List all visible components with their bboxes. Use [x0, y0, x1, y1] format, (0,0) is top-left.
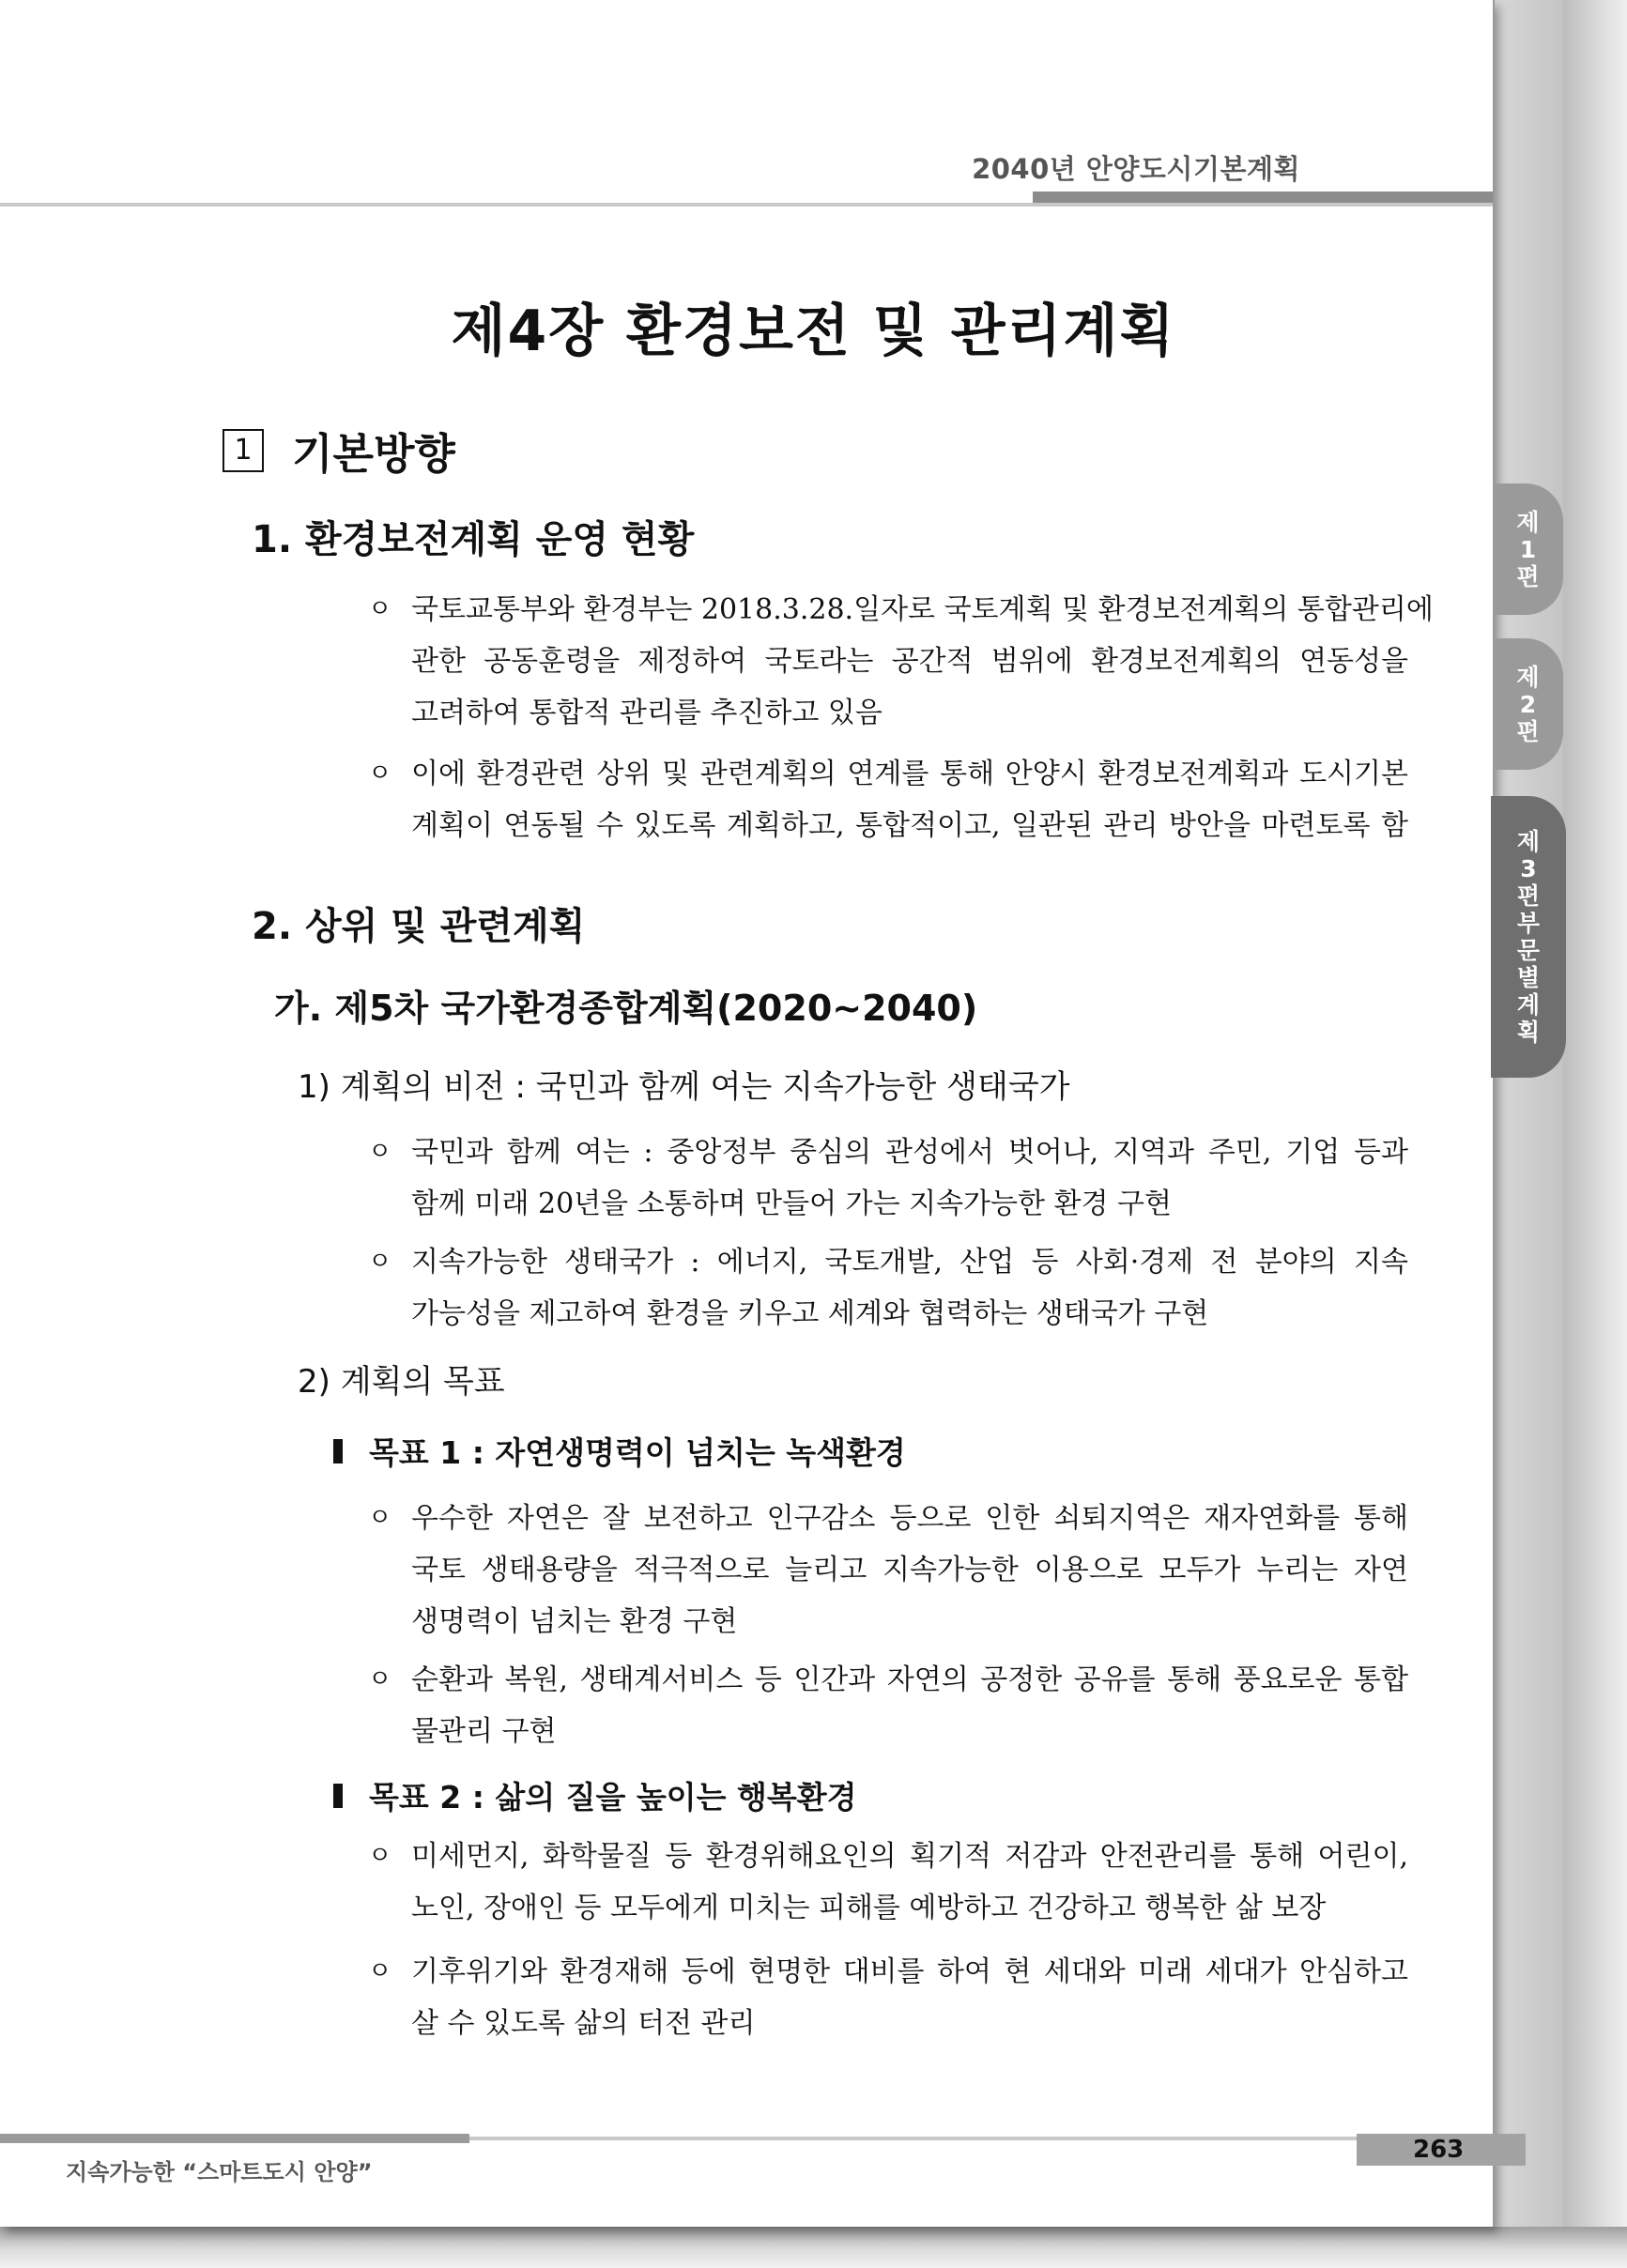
sub-item-heading: 1) 계획의 비전 : 국민과 함께 여는 지속가능한 생태국가 — [298, 1068, 1070, 1106]
chapter-title: 제4장 환경보전 및 관리계획 — [451, 299, 1176, 364]
sub-item-heading: 2) 계획의 목표 — [298, 1363, 505, 1401]
bullet-mark: ㅇ — [368, 595, 392, 623]
footer-rule-accent — [0, 2134, 469, 2143]
bullet-mark: ㅇ — [368, 1665, 392, 1693]
section-number-box: 1 — [223, 429, 264, 472]
bullet-mark: ㅇ — [368, 1957, 392, 1985]
goal-heading: 목표 1 : 자연생명력이 넘치는 녹색환경 — [333, 1429, 906, 1473]
section-title: 기본방향 — [292, 429, 455, 479]
goal-marker-icon — [333, 1784, 343, 1808]
bullet-paragraph: ㅇ 국토교통부와 환경부는 2018.3.28.일자로 국토계획 및 환경보전계획의 통합관리에 관한 공동훈령을 제정하여 국토라는 공간적 범위에 환경보전계획의 연동성을 고려하여 통합적 관리를 추진하고 있음 — [368, 584, 1408, 739]
bullet-paragraph: ㅇ 지속가능한 생태국가 : 에너지, 국토개발, 산업 등 사회·경제 전 분야의 지속 가능성을 제고하여 환경을 키우고 세계와 협력하는 생태국가 구현 — [368, 1236, 1408, 1340]
subsection-heading: 1. 환경보전계획 운영 현황 — [252, 518, 695, 561]
bullet-paragraph: ㅇ 국민과 함께 여는 : 중앙정부 중심의 관성에서 벗어나, 지역과 주민, 기업 등과 함께 미래 20년을 소통하며 만들어 가는 지속가능한 환경 구현 — [368, 1126, 1408, 1230]
page-number: 263 — [1413, 2136, 1465, 2164]
section-heading — [223, 420, 455, 481]
bullet-paragraph: ㅇ 미세먼지, 화학물질 등 환경위해요인의 획기적 저감과 안전관리를 통해 어린이, 노인, 장애인 등 모두에게 미치는 피해를 예방하고 건강하고 행복한 삶 보장 — [368, 1831, 1408, 1934]
running-header: 2040년 안양도시기본계획 — [972, 153, 1300, 185]
bullet-paragraph: ㅇ 우수한 자연은 잘 보전하고 인구감소 등으로 인한 쇠퇴지역은 재자연화를 통해 국토 생태용량을 적극적으로 늘리고 지속가능한 이용으로 모두가 누리는 자연 생명력이 넘치는 환경 구현 — [368, 1493, 1408, 1647]
subsection-heading: 2. 상위 및 관련계획 — [252, 905, 586, 948]
goal-heading: 목표 2 : 삶의 질을 높이는 행복환경 — [333, 1773, 857, 1817]
header-rule-accent — [1033, 192, 1493, 203]
bullet-mark: ㅇ — [368, 1842, 392, 1870]
tab-part-3[interactable]: 제 3 편 부 문 별 계 획 — [1491, 796, 1566, 1078]
page-stack-bottom — [0, 2227, 1627, 2268]
bullet-paragraph: ㅇ 기후위기와 환경재해 등에 현명한 대비를 하여 현 세대와 미래 세대가 안심하고 살 수 있도록 삶의 터전 관리 — [368, 1946, 1408, 2049]
tab-part-1[interactable]: 제 1 편 — [1493, 483, 1563, 615]
goal-marker-icon — [333, 1439, 343, 1463]
footer-slogan: 지속가능한 “스마트도시 안양” — [66, 2159, 373, 2185]
tab-part-2[interactable]: 제 2 편 — [1493, 638, 1563, 770]
bullet-mark: ㅇ — [368, 1248, 392, 1276]
bullet-mark: ㅇ — [368, 1504, 392, 1532]
bullet-mark: ㅇ — [368, 1138, 392, 1166]
bullet-paragraph: ㅇ 순환과 복원, 생태계서비스 등 인간과 자연의 공정한 공유를 통해 풍요로운 통합 물관리 구현 — [368, 1654, 1408, 1757]
bullet-paragraph: ㅇ 이에 환경관련 상위 및 관련계획의 연계를 통해 안양시 환경보전계획과 도시기본 계획이 연동될 수 있도록 계획하고, 통합적이고, 일관된 관리 방안을 마련토록 함 — [368, 748, 1408, 851]
header-rule — [0, 203, 1493, 207]
item-heading: 가. 제5차 국가환경종합계획(2020~2040) — [274, 988, 978, 1029]
bullet-mark: ㅇ — [368, 759, 392, 788]
